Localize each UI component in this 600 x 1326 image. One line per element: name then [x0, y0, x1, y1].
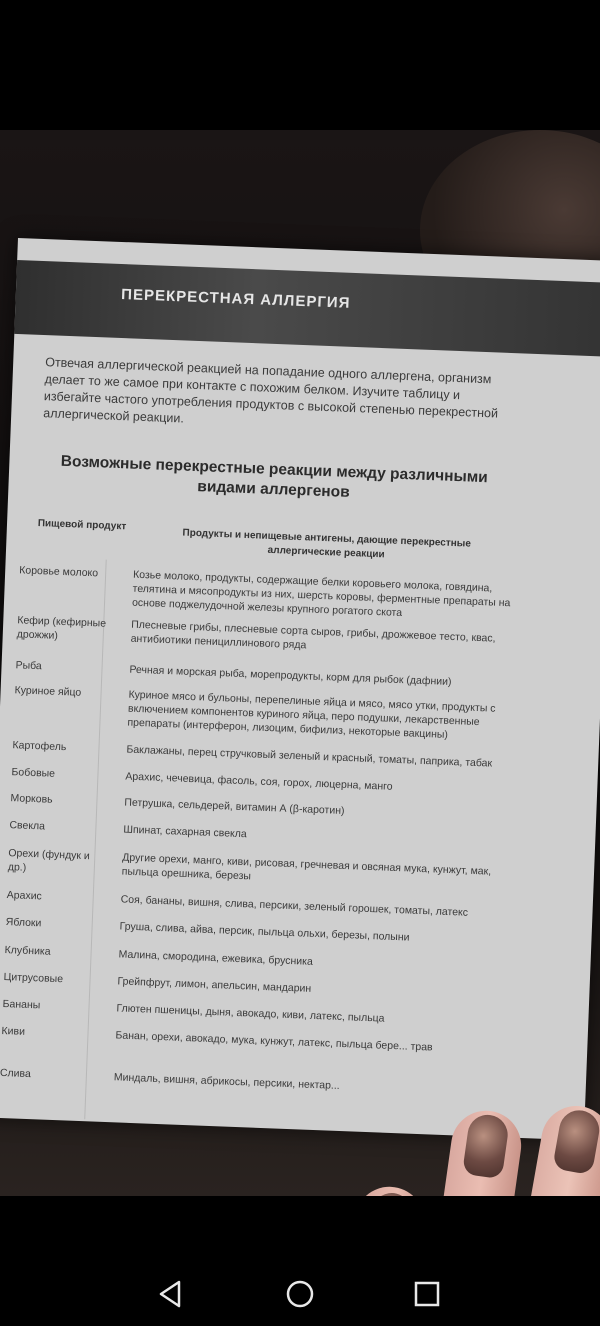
- row-food: Бананы: [2, 997, 41, 1012]
- document-sheet: [0, 238, 600, 1140]
- row-food: Киви: [1, 1024, 26, 1038]
- table-row: [7, 846, 509, 883]
- home-button[interactable]: [282, 1276, 318, 1312]
- table-row: [0, 1066, 500, 1092]
- banner-title: ПЕРЕКРЕСТНАЯ АЛЛЕРГИЯ: [120, 286, 351, 312]
- row-reactions: Козье молоко, продукты, содержащие белки коровьего молока, говядина, телятина и мясопродукты из них, шерсть коровы, ферментные препараты на основе поджелудочной железы крупного рогатого скота: [131, 568, 511, 620]
- photo: [0, 130, 600, 1196]
- home-circle-icon: [282, 1276, 318, 1312]
- column-header-reactions: Продукты и непищевые антигены, дающие перекрестные аллергические реакции: [182, 527, 472, 561]
- row-food: Куриное яйцо: [14, 684, 82, 699]
- table-title: Возможные перекрестные реакции между различными видами аллергенов: [60, 452, 489, 501]
- table-row: [15, 658, 516, 688]
- fingernail: [552, 1107, 600, 1175]
- recents-square-icon: [409, 1276, 445, 1312]
- intro-paragraph: Отвечая аллергической реакцией на попадание одного аллергена, организм делает то же самое при контакте с похожим белком. Изучите таблицу и избегайте частого употребления продуктов с высокой степенью перекрестной аллергической реакции.: [43, 355, 499, 426]
- row-food: Коровье молоко: [19, 564, 99, 580]
- row-food: Орехи (фундук и др.): [7, 847, 91, 874]
- table-row: [6, 888, 507, 919]
- row-reactions: Арахис, чечевица, фасоль, соя, горох, люцерна, манго: [125, 770, 393, 793]
- table-row: [4, 943, 505, 968]
- row-food: Слива: [0, 1066, 32, 1081]
- row-food: Свекла: [9, 819, 46, 833]
- recents-button[interactable]: [409, 1276, 445, 1312]
- row-reactions: Другие орехи, манго, киви, рисовая, гречневая и овсяная мука, кунжут, мак, пыльца орешника, березы: [121, 851, 492, 883]
- back-triangle-icon: [153, 1276, 189, 1312]
- row-food: Картофель: [12, 739, 67, 754]
- row-reactions: Соя, бананы, вишня, слива, персики, зеленый горошек, томаты, латекс: [120, 893, 469, 919]
- row-food: Арахис: [6, 889, 43, 903]
- row-reactions: Глютен пшеницы, дыня, авокадо, киви, латекс, пыльца: [116, 1002, 385, 1025]
- row-food: Морковь: [10, 792, 53, 806]
- status-area: [0, 0, 600, 130]
- table-row: [19, 563, 520, 620]
- row-reactions: Куриное мясо и бульоны, перепелиные яйца и мясо, мясо утки, продукты с включением компонентов куриного яйца, перо подушки, лекарственные препараты (интерферон, лизоцим, бифилиз, некоторые вакцины): [127, 688, 496, 741]
- row-reactions: Речная и морская рыба, морепродукты, корм для рыбок (дафнии): [129, 663, 452, 688]
- back-button[interactable]: [153, 1276, 189, 1312]
- row-reactions: Груша, слива, айва, персик, пыльца ольхи, березы, полыни: [119, 920, 410, 944]
- finger: [318, 1179, 432, 1196]
- fingernail: [362, 1189, 416, 1196]
- row-reactions: Малина, смородина, ежевика, брусника: [118, 948, 314, 968]
- row-reactions: Петрушка, сельдерей, витамин А (β-каротин): [124, 796, 345, 817]
- row-reactions: Миндаль, вишня, абрикосы, персики, нектар...: [113, 1071, 340, 1092]
- row-reactions: Баклажаны, перец стручковый зеленый и красный, томаты, паприка, табак: [126, 743, 493, 770]
- row-reactions: Плесневые грибы, плесневые сорта сыров, грибы, дрожжевое тесто, квас, антибиотики пенициллинового ряда: [130, 618, 496, 652]
- row-food: Рыба: [15, 659, 42, 673]
- fingernail: [462, 1112, 510, 1179]
- row-food: Цитрусовые: [3, 970, 64, 986]
- row-food: Клубника: [4, 944, 51, 958]
- row-food: Яблоки: [5, 916, 42, 930]
- row-reactions: Банан, орехи, авокадо, мука, кунжут, латекс, пыльца бере... трав: [115, 1029, 433, 1054]
- row-food: Кефир (кефирные дрожжи): [16, 614, 107, 642]
- row-food: Бобовые: [11, 766, 56, 780]
- row-reactions: Грейпфрут, лимон, апельсин, мандарин: [117, 975, 312, 995]
- column-header-food: Пищевой продукт: [37, 517, 127, 533]
- row-reactions: Шпинат, сахарная свекла: [123, 823, 247, 841]
